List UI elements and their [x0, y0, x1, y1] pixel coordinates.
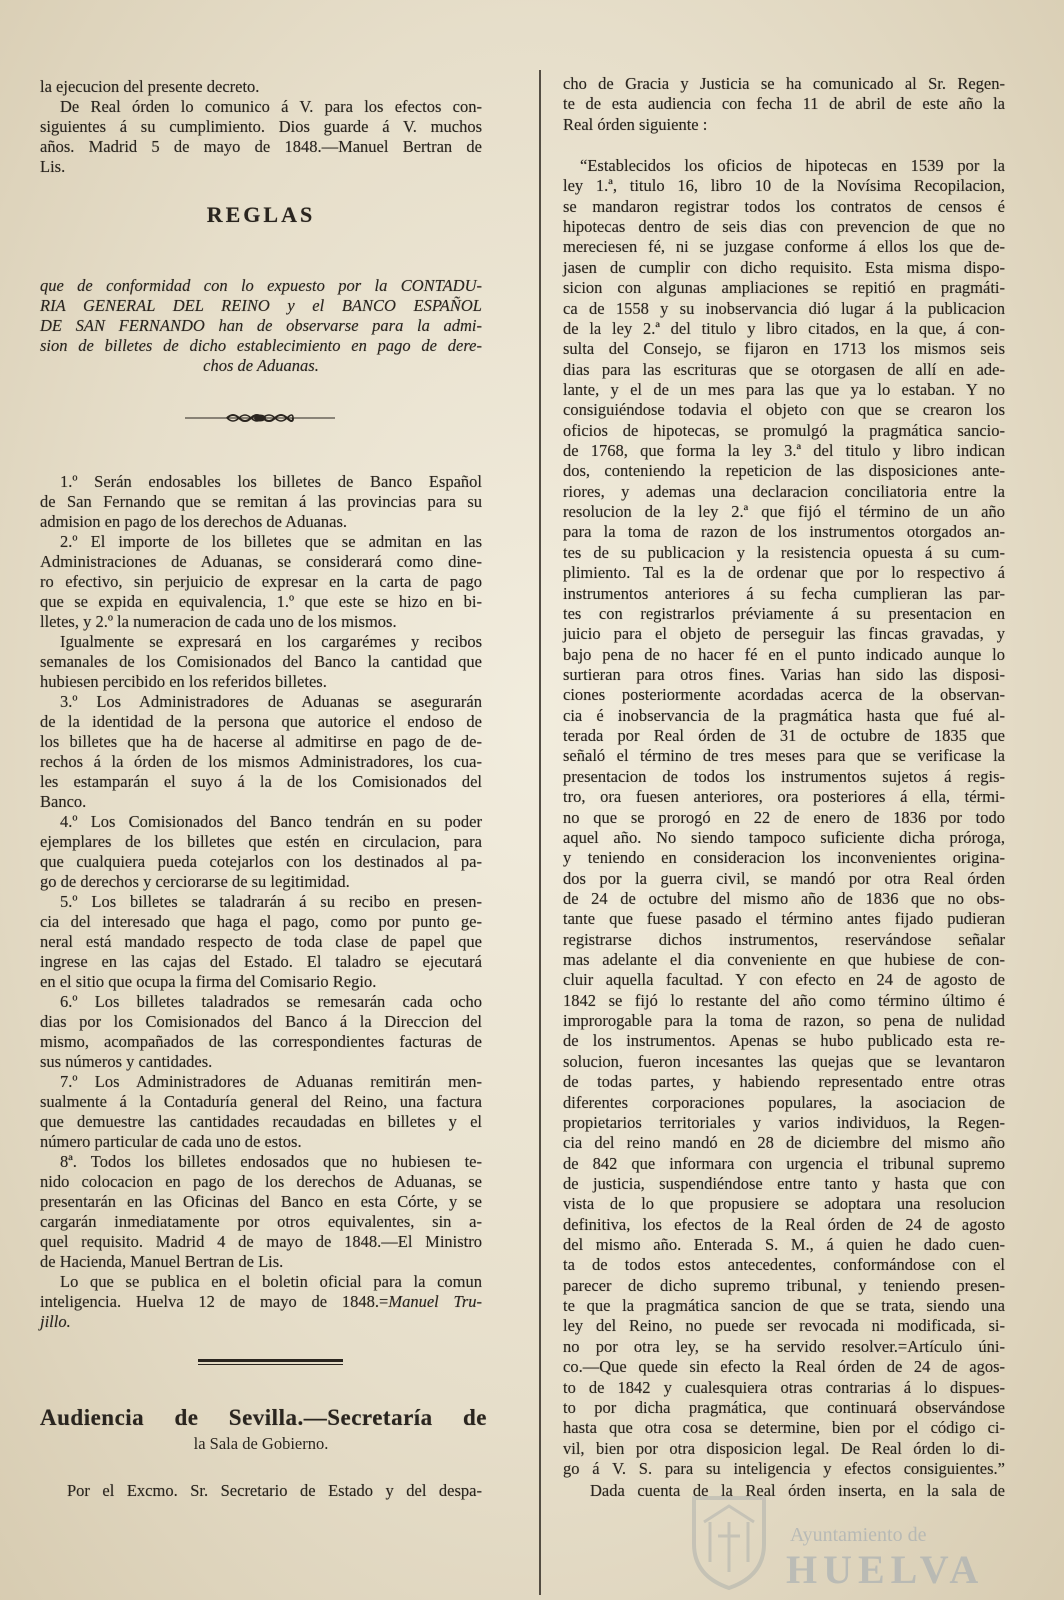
text-line: hubiesen percibido en los referidos billetes. — [40, 672, 327, 691]
text-line: lletes, y 2.º la numeracion de cada uno de los mismos. — [40, 612, 397, 631]
divider-thin-line — [198, 1364, 343, 1365]
text-line: señaló el término de tres meses para que se verificase la — [563, 746, 1005, 766]
rules-list — [40, 472, 482, 1332]
text-line: consiguiéndose todavia el objeto con que se crearon los — [563, 400, 1005, 420]
text-line: nido colocacion en pago de los derechos de Aduanas, se — [40, 1172, 482, 1191]
column-rule — [539, 70, 541, 1595]
text-line: propietarios territoriales y varios individuos, la Regen- — [563, 1112, 1005, 1132]
text-line: semanales de los Comisionados del Banco la cantidad que — [40, 652, 482, 671]
text-line: cho de Gracia y Justicia se ha comunicado al Sr. Regen- — [563, 74, 1005, 93]
text-line: RIA GENERAL DEL REINO y el BANCO ESPAÑOL — [40, 296, 482, 315]
rule-6-paragraph — [40, 992, 482, 1072]
text-line: mas adelante el dia conveniente en que hubiese de con- — [563, 950, 1005, 970]
decree-continuation-paragraph — [40, 77, 482, 97]
text-line: dos por la guerra civil, se mandó por otra Real órden — [563, 868, 1005, 888]
section-divider — [198, 1359, 343, 1365]
text-line: que se expida en equivalencia, 1.º que este se hizo en bi- — [40, 592, 482, 611]
text-line: bajo pena de no hacer fé en el punto indicado aunque lo — [563, 644, 1005, 664]
text-line: vista de lo que propusiere se adoptara una resolucion — [563, 1194, 1005, 1214]
text-line: instrumentos anteriores á su fecha cumplieran las par- — [563, 583, 1005, 603]
text-line: de la identidad de la persona que autorice el endoso de — [40, 712, 482, 731]
text-line: to de 1842 y cualesquiera otras contrarias á lo dispues- — [563, 1377, 1005, 1397]
text-line: se mandaron registrar todos los contratos de censos é — [563, 196, 1005, 216]
text-line: cia é inobservancia de la pragmática hasta que fué al- — [563, 705, 1005, 725]
text-line: de todas partes, y habiendo representado entre otras — [563, 1072, 1005, 1092]
text-line: lante, y el de un mes para las que ya lo estaban. Y no — [563, 379, 1005, 399]
rule-8-paragraph — [40, 1152, 482, 1272]
text-line: sualmente á la Contaduría general del Reino, una factura — [40, 1092, 482, 1111]
text-line: tro, ora fuesen anteriores, ora posteriores á ella, térmi- — [563, 787, 1005, 807]
text-line: los billetes que ha de hacerse al admitirse en pago de de- — [40, 732, 482, 751]
text-line: hipotecas dentro de seis dias con prevencion de que no — [563, 217, 1005, 237]
audiencia-opening-paragraph — [40, 1481, 482, 1501]
text-line: de los instrumentos. Apenas se hubo publicado esta re- — [563, 1031, 1005, 1051]
text-line: Lis. — [40, 157, 66, 176]
decree-closing-paragraph — [40, 97, 482, 177]
text-line: registrarse dichos instrumentos, reservándose señalar — [563, 929, 1005, 949]
text-line: 1.º Serán endosables los billetes de Banco Español — [60, 472, 482, 491]
text-line: ingrese en las cajas del Estado. El taladro se ejecutará — [40, 952, 482, 971]
publication-note-paragraph — [40, 1272, 482, 1332]
text-line: la ejecucion del presente decreto. — [40, 77, 260, 96]
text-line: admision en pago de los derechos de Aduanas. — [40, 512, 348, 531]
text-line: jasen de cumplir con dicho requisito. Esta misma dispo- — [563, 257, 1005, 277]
text-line: Banco. — [40, 792, 87, 811]
text-line: go de derechos y cerciorarse de su legitimidad. — [40, 872, 350, 891]
text-line: años. Madrid 5 de mayo de 1848.—Manuel Bertran de — [40, 137, 482, 156]
text-line: mismo, acompañados de las correspondientes facturas de — [40, 1032, 482, 1051]
text-line: del mismo año. Enterada S. M., á quien he dado cuen- — [563, 1235, 1005, 1255]
rule-2-continuation-paragraph — [40, 632, 482, 692]
audiencia-subheading: la Sala de Gobierno. — [193, 1434, 329, 1453]
text-line: ro efectivo, sin perjuicio de expresar en la carta de pago — [40, 572, 482, 591]
rule-1-paragraph — [40, 472, 482, 532]
signature-name-end: jillo. — [40, 1312, 71, 1331]
text-line: de 842 que informara con urgencia el tribunal supremo — [563, 1153, 1005, 1173]
text-line: 2.º El importe de los billetes que se admitan en las — [60, 532, 482, 551]
rule-7-paragraph — [40, 1072, 482, 1152]
text-line: sicion con algunas ampliaciones se repitió en pragmáti- — [563, 278, 1005, 298]
real-orden-paragraph — [563, 156, 1005, 1479]
text-line: ejemplares de los billetes que estén en circulacion, para — [40, 832, 482, 851]
text-line: te que la pragmática sancion de que se trata, siendo una — [563, 1296, 1005, 1316]
text-line: en el sitio que ocupa la firma del Comisario Regio. — [40, 972, 377, 991]
text-line: ley 1.ª, titulo 16, libro 10 de la Novísima Recopilacion, — [563, 176, 1005, 196]
text-line: de 24 de octubre del mismo año de 1836 que no obs- — [563, 888, 1005, 908]
text-line: sus números y cantidades. — [40, 1052, 213, 1071]
text-line: aquel año. No siendo tampoco suficiente dicha próroga, — [563, 827, 1005, 847]
text-line: de 1768, que forma la ley 3.ª del titulo y libro indican — [563, 441, 1005, 461]
dada-cuenta-paragraph — [563, 1481, 1005, 1501]
text-line: cluir aquella facultad. Y con efecto en 24 de agosto de — [563, 970, 1005, 990]
rule-2-paragraph — [40, 532, 482, 632]
text-line: solucion, fueron incesantes las quejas que se levantaron — [563, 1051, 1005, 1071]
text-line: improrogable para la toma de razon, so pena de nulidad — [563, 1011, 1005, 1031]
text-line: Igualmente se expresará en los cargarémes y recibos — [60, 632, 482, 651]
text-line: que de conformidad con lo expuesto por la CONTADU- — [40, 276, 482, 295]
text-line: dias para las escrituras que se otorgasen de allí en ade- — [563, 359, 1005, 379]
rule-4-paragraph — [40, 812, 482, 892]
text-line: hasta que otra cosa se determine, bien por el código ci- — [563, 1418, 1005, 1438]
audiencia-heading: Audiencia de Sevilla.—Secretaría de — [40, 1405, 487, 1430]
text-line: sulta del Consejo, se fijaron en 1713 los mismos seis — [563, 339, 1005, 359]
text-line: dias por los Comisionados del Banco á la Direccion del — [40, 1012, 482, 1031]
text-line: to por dicha pragmática, que continuará observándose — [563, 1397, 1005, 1417]
text-line: chos de Aduanas. — [203, 356, 319, 375]
text-line: de San Fernando que se remitan á las provincias para su — [40, 492, 482, 511]
text-line: tante que fuese pasado el término antes fijado pudieran — [563, 909, 1005, 929]
text-line: Administraciones de Aduanas, se considerará como dine- — [40, 552, 482, 571]
text-line: riores, y ademas una declaracion conciliatoria entre la — [563, 481, 1005, 501]
reglas-title: REGLAS — [206, 202, 316, 227]
text-line: Real órden siguiente : — [563, 114, 708, 134]
text-line: no que se prorogó en 22 de enero de 1836 por todo — [563, 807, 1005, 827]
text-line: surtieran para otros fines. Varias han sido las disposi- — [563, 664, 1005, 684]
text-line: cargarán inmediatamente por otros equivalentes, sin a- — [40, 1212, 482, 1231]
publication-note-date: inteligencia. Huelva 12 de mayo de 1848.= — [40, 1292, 389, 1311]
text-line: de justicia, suspendiéndose entre tanto y hasta que con — [563, 1173, 1005, 1193]
watermark-title: HUELVA — [786, 1547, 985, 1592]
text-line: Dada cuenta de la Real órden inserta, en la sala de — [590, 1481, 1005, 1500]
right-column — [563, 0, 1005, 1600]
text-line: 1842 se fijó lo restante del año como término último é — [563, 990, 1005, 1010]
text-line: te de esta audiencia con fecha 11 de abril de este año la — [563, 94, 1005, 114]
text-line: quel requisito. Madrid 4 de mayo de 1848.—El Ministro — [40, 1232, 482, 1251]
text-line: De Real órden lo comunico á V. para los efectos con- — [60, 97, 482, 116]
text-line: les estamparán el suyo á la de los Comisionados del — [40, 772, 482, 791]
city-shield-watermark — [688, 1492, 770, 1592]
text-line: de Hacienda, Manuel Bertran de Lis. — [40, 1252, 284, 1271]
text-line: presentarán en las Oficinas del Banco en esta Córte, y se — [40, 1192, 482, 1211]
text-line: vil, bien por otra disposicion legal. De Real órden lo di- — [563, 1438, 1005, 1458]
text-line: ta de todos estos antecedentes, conformándose con el — [563, 1255, 1005, 1275]
text-line: no por otra ley, se ha servido resolver.=Artículo úni- — [563, 1336, 1005, 1356]
text-line: diferentes corporaciones populares, la asociacion de — [563, 1092, 1005, 1112]
rule-5-paragraph — [40, 892, 482, 992]
text-line: ley del Reino, no puede ser revocada ni modificada, si- — [563, 1316, 1005, 1336]
text-line: 3.º Los Administradores de Aduanas se asegurarán — [60, 692, 482, 711]
text-line: terada por Real órden de 31 de octubre de 1835 que — [563, 726, 1005, 746]
text-line: DE SAN FERNANDO han de observarse para la admi- — [40, 316, 482, 335]
watermark-text: Ayuntamiento de — [790, 1524, 927, 1546]
text-line: siguientes á su cumplimiento. Dios guarde á V. muchos — [40, 117, 482, 136]
text-line: de la ley 2.ª del titulo y libro citados, en la que, á con- — [563, 318, 1005, 338]
text-line — [40, 1292, 482, 1312]
text-line: tes de su publicacion y la resistencia opuesta á su cum- — [563, 542, 1005, 562]
rule-3-paragraph — [40, 692, 482, 812]
text-line: cia del reino mandó en 28 de diciembre del mismo año — [563, 1133, 1005, 1153]
text-line: que demuestre las cantidades recaudadas en billetes y el — [40, 1112, 482, 1131]
text-line: oficios de hipotecas, se promulgó la pragmática sancio- — [563, 420, 1005, 440]
text-line: presentacion de todos los instrumentos sujetos á regis- — [563, 766, 1005, 786]
text-line: Por el Excmo. Sr. Secretario de Estado y del despa- — [67, 1481, 482, 1500]
text-line: 7.º Los Administradores de Aduanas remitirán men- — [60, 1072, 482, 1091]
text-line: co.—Que quede sin efecto la Real órden de 24 de agos- — [563, 1357, 1005, 1377]
text-line: dos, conteniendo la repeticion de las disposiciones ante- — [563, 461, 1005, 481]
text-line: neral está mandado respecto de toda clase de papel que — [40, 932, 482, 951]
ornament-divider — [185, 410, 335, 426]
reglas-subtitle — [40, 276, 482, 376]
text-line: y teniendo en consideracion los inconvenientes origina- — [563, 848, 1005, 868]
text-line: 5.º Los billetes se taladrarán á su recibo en presen- — [60, 892, 482, 911]
text-line: sion de billetes de dicho establecimiento en pago de dere- — [40, 336, 482, 355]
text-line: ca de 1558 y su inobservancia dió lugar á la publicacion — [563, 298, 1005, 318]
text-line: juicio para el objeto de perseguir las fincas gravadas, y — [563, 624, 1005, 644]
text-line: para la toma de razon de los instrumentos otorgados an- — [563, 522, 1005, 542]
text-line: 4.º Los Comisionados del Banco tendrán en su poder — [60, 812, 482, 831]
signature-name: Manuel Tru- — [388, 1292, 482, 1311]
text-line: definitiva, los efectos de la Real órden de 24 de agosto — [563, 1214, 1005, 1234]
text-line: plimiento. Tal es la de ordenar que por lo respectivo á — [563, 563, 1005, 583]
text-line: mereciesen fé, ni se juzgase conforme á ellos los que de- — [563, 237, 1005, 257]
right-continuation-paragraph — [563, 74, 1005, 135]
text-line: cia del interesado que haga el pago, como por punto ge- — [40, 912, 482, 931]
text-line: go á V. S. para su inteligencia y efectos consiguientes.” — [563, 1459, 1005, 1478]
text-line: tes con registrarlos préviamente á su presentacion en — [563, 603, 1005, 623]
text-line: que cualquiera pueda cotejarlos con los destinados al pa- — [40, 852, 482, 871]
text-line: rechos á la órden de los mismos Administradores, los cua- — [40, 752, 482, 771]
text-line: parecer de dicho supremo tribunal, y teniendo presen- — [563, 1275, 1005, 1295]
text-line: Lo que se publica en el boletin oficial para la comun — [60, 1272, 482, 1291]
text-line: 6.º Los billetes taladrados se remesarán cada ocho — [60, 992, 482, 1011]
divider-thick-line — [198, 1359, 343, 1362]
text-line: 8ª. Todos los billetes endosados que no hubiesen te- — [60, 1152, 482, 1171]
text-line: ciones posteriormente acordadas acerca de la observan- — [563, 685, 1005, 705]
text-line: número particular de cada uno de estos. — [40, 1132, 302, 1151]
text-line: resolucion de la ley 2.ª que fijó el término de un año — [563, 502, 1005, 522]
text-line: “Establecidos los oficios de hipotecas en 1539 por la — [580, 156, 1005, 175]
text-line — [40, 1312, 482, 1332]
